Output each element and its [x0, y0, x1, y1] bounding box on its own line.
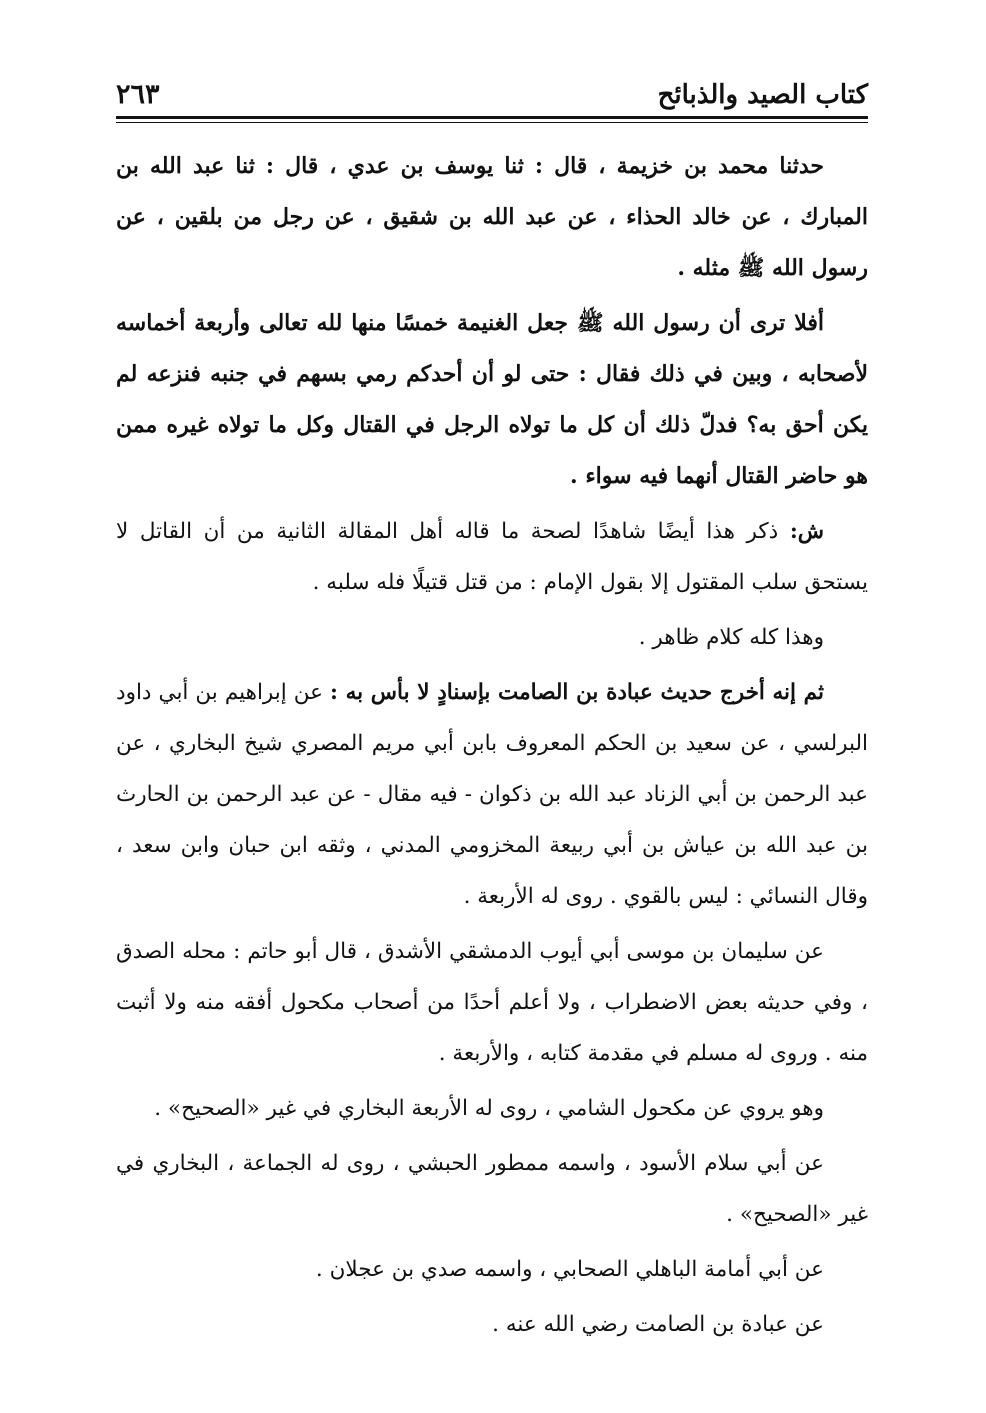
paragraph-2: أفلا ترى أن رسول الله ﷺ جعل الغنيمة خمسًا منها لله تعالى وأربعة أخماسه لأصحابه ، وبين في ذلك فقال : حتى لو أن أحدكم رمي بسهم في جنبه فنزعه لم يكن أحق به؟ فدلّ ذلك أن كل ما تولاه الرجل في القتال وكل ما تولاه غيره ممن هو حاضر القتال أنهما فيه سواء .	[116, 310, 868, 489]
paragraph-10: عن عبادة بن الصامت رضي الله عنه .	[492, 1312, 824, 1337]
paragraph-5-text: عن إبراهيم بن أبي داود البرلسي ، عن سعيد بن الحكم المعروف بابن أبي مريم المصري شيخ البخاري ، عن عبد الرحمن بن أبي الزناد عبد الله بن ذكوان - فيه مقال - عن عبد الرحمن بن الحارث بن عبد الله بن عياش بن أبي ربيعة المخزومي المدني ، وثقه ابن حبان وابن سعد ، وقال النسائي : ليس بالقوي . روى له الأربعة .	[116, 680, 868, 909]
chapter-title: كتاب الصيد والذبائح	[657, 80, 868, 110]
paragraph-3	[116, 506, 868, 608]
paragraph-1: حدثنا محمد بن خزيمة ، قال : ثنا يوسف بن عدي ، قال : ثنا عبد الله بن المبارك ، عن خالد الحذاء ، عن عبد الله بن شقيق ، عن رجل من بلقين ، عن رسول الله ﷺ مثله .	[116, 153, 868, 281]
paragraph-5	[116, 667, 868, 922]
page-number: ٢٦٣	[116, 79, 160, 110]
paragraph-3-text: ذكر هذا أيضًا شاهدًا لصحة ما قاله أهل المقالة الثانية من أن القاتل لا يستحق سلب المقتول إلا بقول الإمام : من قتل قتيلًا فله سلبه .	[116, 519, 868, 595]
paragraph-7: وهو يروي عن مكحول الشامي ، روى له الأربعة البخاري في غير «الصحيح» .	[154, 1096, 824, 1121]
page-header	[116, 70, 868, 110]
paragraph-9: عن أبي أمامة الباهلي الصحابي ، واسمه صدي بن عجلان .	[315, 1257, 824, 1282]
paragraph-8: عن أبي سلام الأسود ، واسمه ممطور الحبشي ، روى له الجماعة ، البخاري في غير «الصحيح» .	[116, 1151, 868, 1227]
paragraph-3-lead: ش:	[789, 519, 824, 544]
paragraph-5-lead: ثم إنه أخرج حديث عبادة بن الصامت بإسنادٍ لا بأس به :	[330, 680, 824, 705]
paragraph-4: وهذا كله كلام ظاهر .	[638, 625, 824, 650]
header-rule-thick	[116, 116, 868, 119]
header-rule-thin	[116, 122, 868, 123]
paragraph-6: عن سليمان بن موسى أبي أيوب الدمشقي الأشدق ، قال أبو حاتم : محله الصدق ، وفي حديثه بعض الاضطراب ، ولا أعلم أحدًا من أصحاب مكحول أفقه منه ولا أثبت منه . وروى له مسلم في مقدمة كتابه ، والأربعة .	[116, 939, 868, 1066]
